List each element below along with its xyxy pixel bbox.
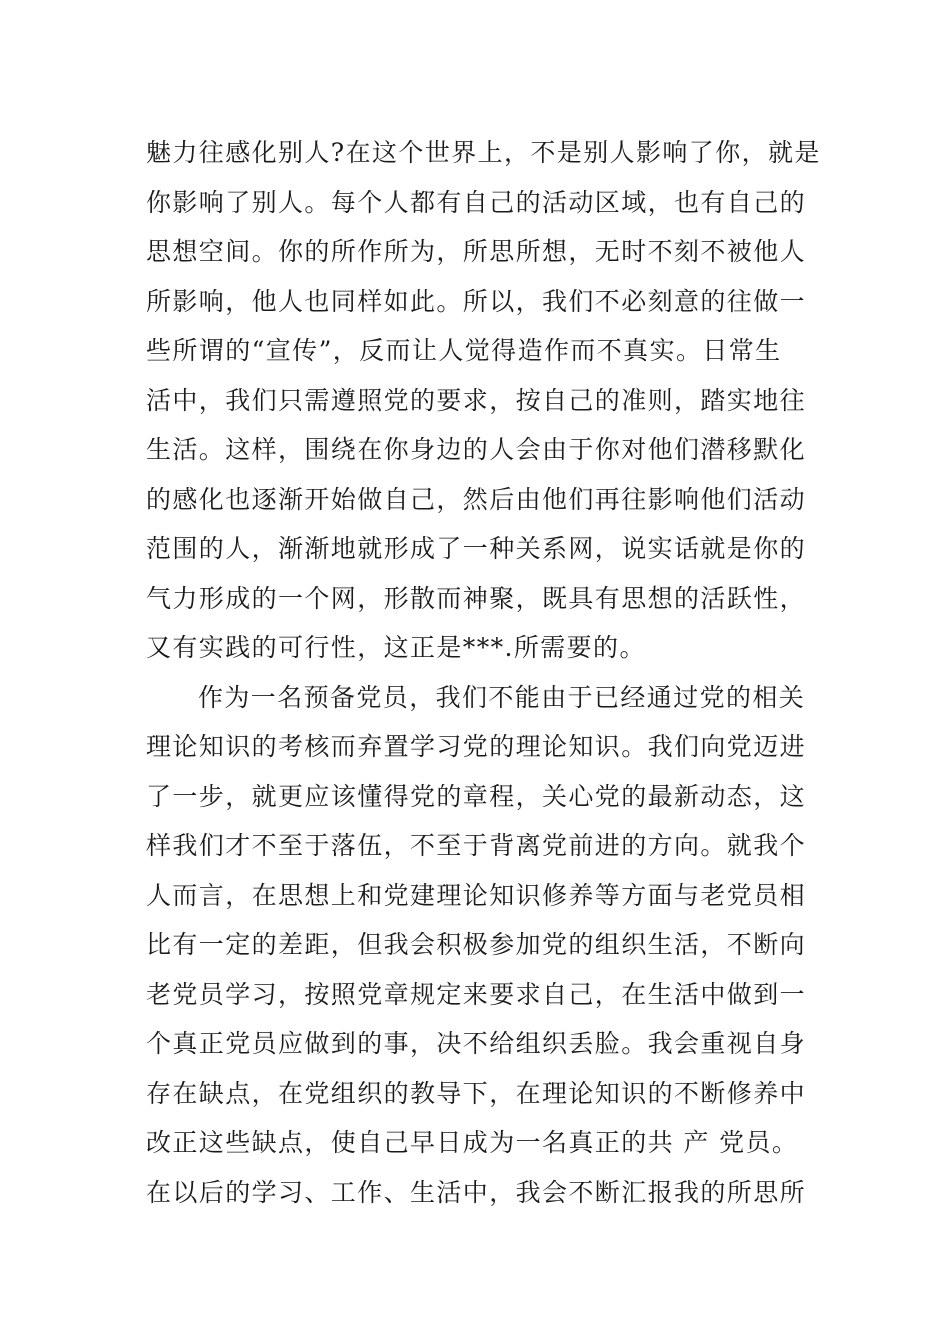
text-line: 活中，我们只需遵照党的要求，按自己的准则，踏实地往 (146, 385, 807, 415)
text-line: 魅力往感化别人?在这个世界上，不是别人影响了你，就是 (146, 138, 821, 167)
text-line: 又有实践的可行性，这正是***.所需要的。 (146, 633, 646, 662)
text-line: 理论知识的考核而弃置学习党的理论知识。我们向党迈进 (146, 732, 807, 761)
text-line: 思想空间。你的所作所为，所思所想，无时不刻不被他人 (146, 237, 807, 266)
body-text (146, 128, 821, 1217)
text-line: 所影响，他人也同样如此。所以，我们不必刻意的往做一 (146, 286, 807, 316)
text-line: 比有一定的差距，但我会积极参加党的组织生活，不断向 (146, 930, 807, 959)
paragraph-start-line: 作为一名预备党员，我们不能由于已经通过党的相关 (198, 682, 806, 712)
text-line: 个真正党员应做到的事，决不给组织丢脸。我会重视自身 (146, 1029, 807, 1058)
text-line: 些所谓的“宣传”，反而让人觉得造作而不真实。日常生 (146, 336, 782, 365)
text-line: 样我们才不至于落伍，不至于背离党前进的方向。就我个 (146, 831, 807, 860)
text-line: 的感化也逐渐开始做自己，然后由他们再往影响他们活动 (146, 484, 807, 514)
text-line: 人而言，在思想上和党建理论知识修养等方面与老党员相 (146, 880, 807, 910)
text-line: 存在缺点，在党组织的教导下，在理论知识的不断修养中 (146, 1078, 807, 1108)
text-line: 你影响了别人。每个人都有自己的活动区域，也有自己的 (146, 187, 807, 217)
text-line: 改正这些缺点，使自己早日成为一名真正的共 产 党员。 (146, 1128, 799, 1157)
text-line: 了一步，就更应该懂得党的章程，关心党的最新动态，这 (146, 781, 807, 811)
text-line: 老党员学习，按照党章规定来要求自己，在生活中做到一 (146, 979, 807, 1009)
text-line: 气力形成的一个网，形散而神聚，既具有思想的活跃性， (146, 583, 807, 613)
text-line: 范围的人，渐渐地就形成了一种关系网，说实话就是你的 (146, 534, 807, 563)
text-line: 生活。这样，围绕在你身边的人会由于你对他们潜移默化 (146, 435, 807, 464)
text-line: 在以后的学习、工作、生活中，我会不断汇报我的所思所 (146, 1177, 807, 1207)
